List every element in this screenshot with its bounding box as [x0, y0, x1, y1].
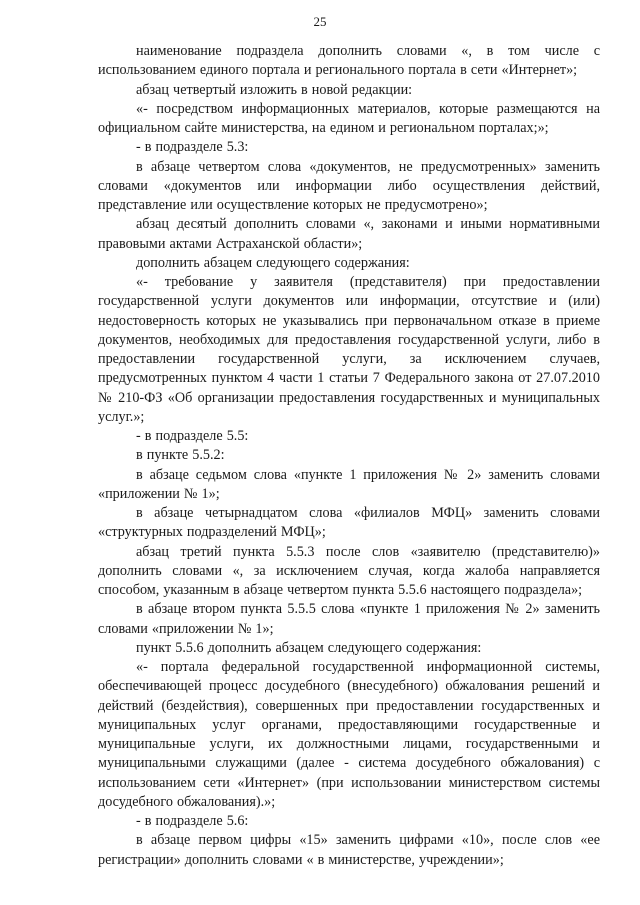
- paragraph: - в подразделе 5.6:: [136, 813, 249, 829]
- paragraph: в пункте 5.5.2:: [136, 447, 225, 464]
- paragraph: - в подразделе 5.5:: [136, 428, 249, 444]
- paragraph: абзац десятый дополнить словами «, законами и иными нормативными правовыми актами Астраханской области»;: [98, 216, 600, 252]
- paragraph: в абзаце седьмом слова «пункте 1 приложения № 2» заменить словами «приложении № 1»;: [98, 466, 600, 502]
- paragraph: «- портала федеральной государственной информационной системы, обеспечивающей процесс досудебного (внесудебного) обжалования решений и действий (бездействия), совершенных при предоставлении государственных и муниципальных услуг органами, предоставляющими государственные и муниципальные услуги, их должностными лицами, государственными и муниципальными служащими (далее - система досудебного обжалования) с использованием сети «Интернет» (при использовании министерством системы досудебного обжалования).»;: [98, 659, 600, 810]
- paragraph: наименование подраздела дополнить словами «, в том числе с использованием единого портала и регионального портала в сети «Интернет»;: [98, 43, 600, 79]
- paragraph: «- посредством информационных материалов, которые размещаются на официальном сайте министерства, на едином и региональном порталах;»;: [98, 100, 600, 136]
- page-number: 25: [313, 14, 327, 29]
- paragraph: в абзаце втором пункта 5.5.5 слова «пункте 1 приложения № 2» заменить словами «приложении № 1»;: [98, 601, 600, 637]
- paragraph: абзац четвертый изложить в новой редакции:: [136, 81, 413, 98]
- document-body: [98, 42, 600, 870]
- paragraph: в абзаце четырнадцатом слова «филиалов МФЦ» заменить словами «структурных подразделений МФЦ»;: [98, 505, 600, 541]
- paragraph: дополнить абзацем следующего содержания:: [136, 254, 410, 271]
- paragraph: - в подразделе 5.3:: [136, 139, 249, 156]
- paragraph: абзац третий пункта 5.5.3 после слов «заявителю (представителю)» дополнить словами «, за исключением случая, когда жалоба направляется способом, указанным в абзаце четвертом пункта 5.5.6 настоящего подраздела»;: [98, 543, 600, 598]
- paragraph: в абзаце четвертом слова «документов, не предусмотренных» заменить словами «документов или информации либо осуществления действий, представление или осуществление которых не предусмотрено»;: [98, 158, 600, 213]
- paragraph: «- требование у заявителя (представителя) при предоставлении государственной услуги документов или информации, отсутствие и (или) недостоверность которых не указывались при первоначальном отказе в приеме документов, необходимых для предоставления государственной услуги, либо в предоставлении государственной услуги, за исключением случаев, предусмотренных пунктом 4 части 1 статьи 7 Федерального закона от 27.07.2010 № 210-ФЗ «Об организации предоставления государственных и муниципальных услуг.»;: [98, 274, 600, 425]
- paragraph: в абзаце первом цифры «15» заменить цифрами «10», после слов «ее регистрации» дополнить словами « в министерстве, учреждении»;: [98, 832, 600, 868]
- paragraph: пункт 5.5.6 дополнить абзацем следующего содержания:: [136, 639, 482, 656]
